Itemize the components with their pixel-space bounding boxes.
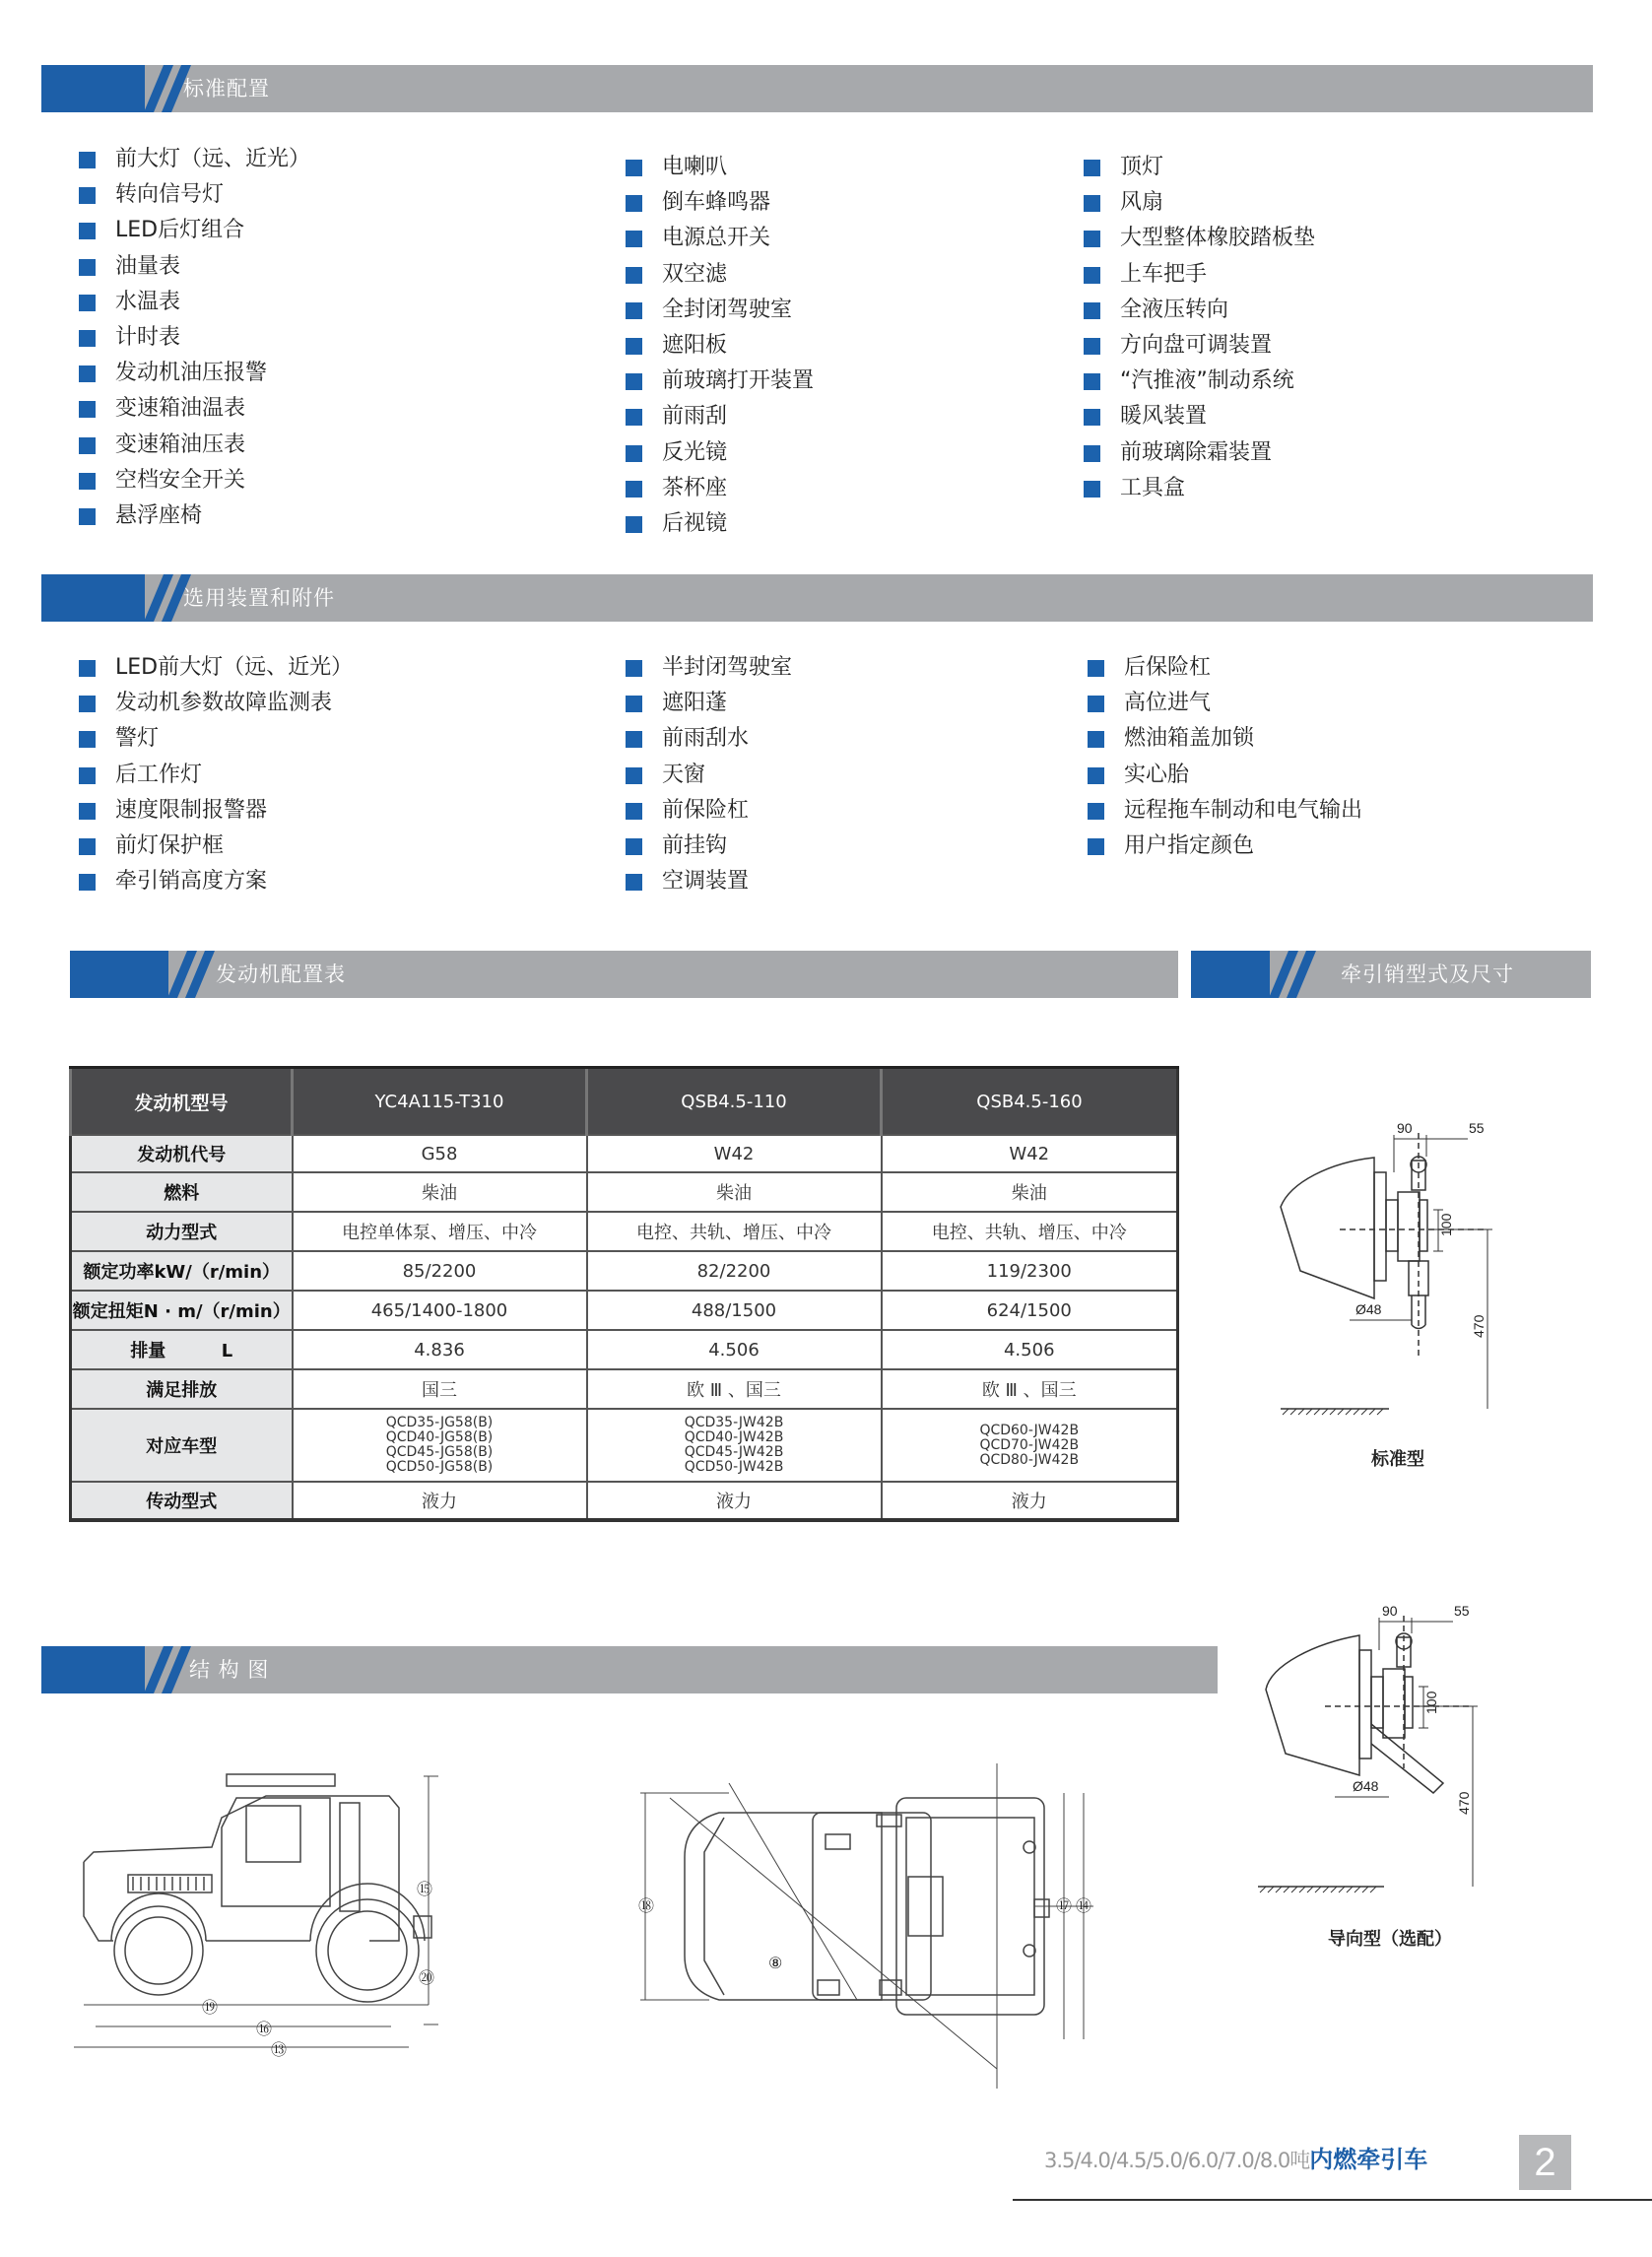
footer-product: 内燃牵引车 <box>1309 2146 1428 2173</box>
dim-label: 90 <box>1397 1120 1413 1136</box>
table-cell: 液力 <box>293 1482 587 1520</box>
pin-diagram-guided <box>1256 1596 1512 1931</box>
list-item: 空调装置 <box>626 864 792 899</box>
list-item: 后保险杠 <box>1088 650 1362 686</box>
list-item: 顶灯 <box>1084 150 1315 185</box>
optional-list-col3 <box>1088 650 1362 864</box>
list-item: 全封闭驾驶室 <box>626 293 814 328</box>
table-row <box>71 1330 1178 1369</box>
table-header: YC4A115-T310 <box>293 1068 587 1136</box>
dim-label: ⑱ <box>638 1898 655 1915</box>
section-band-standard <box>41 65 1593 112</box>
tractor-top-view <box>630 1763 1143 2089</box>
row-label: 传动型式 <box>71 1482 293 1520</box>
list-item: 变速箱油压表 <box>79 428 310 463</box>
dim-label: ⑯ <box>256 2022 273 2038</box>
list-item: 遮阳板 <box>626 328 814 364</box>
list-item: 悬浮座椅 <box>79 498 310 534</box>
footer-tonnage: 3.5/4.0/4.5/5.0/6.0/7.0/8.0吨 <box>1044 2149 1310 2172</box>
list-item: 速度限制报警器 <box>79 793 353 829</box>
list-item: 风扇 <box>1084 185 1315 221</box>
section-band-pin <box>1191 951 1591 998</box>
list-item: 前玻璃打开装置 <box>626 364 814 399</box>
list-item: 方向盘可调装置 <box>1084 328 1315 364</box>
table-row <box>71 1212 1178 1251</box>
dim-label: 90 <box>1382 1603 1398 1619</box>
list-item: 反光镜 <box>626 435 814 471</box>
dim-label: Ø48 <box>1353 1778 1379 1794</box>
table-cell: 4.836 <box>293 1330 587 1369</box>
stripe-decoration <box>1265 951 1334 998</box>
section-title-engine: 发动机配置表 <box>216 963 346 986</box>
pin-caption-guided: 导向型（选配） <box>1328 1929 1452 1950</box>
table-cell: QCD35-JG58(B) QCD40-JG58(B) QCD45-JG58(B) QCD50-JG58(B) <box>293 1409 587 1482</box>
section-title-standard: 标准配置 <box>183 77 270 100</box>
list-item: 遮阳蓬 <box>626 686 792 721</box>
dim-label: Ø48 <box>1355 1301 1382 1317</box>
table-cell: 电控、共轨、增压、中冷 <box>587 1212 882 1251</box>
list-item: 远程拖车制动和电气输出 <box>1088 793 1362 829</box>
list-item: 燃油箱盖加锁 <box>1088 721 1362 757</box>
list-item: 前雨刮 <box>626 399 814 434</box>
list-item: 电源总开关 <box>626 221 814 256</box>
table-cell: 465/1400-1800 <box>293 1291 587 1330</box>
list-item: 变速箱油温表 <box>79 391 310 427</box>
standard-list-col3 <box>1084 150 1315 506</box>
table-cell: 柴油 <box>587 1172 882 1212</box>
table-header: QSB4.5-160 <box>882 1068 1178 1136</box>
list-item: 水温表 <box>79 285 310 320</box>
dim-label: 470 <box>1456 1791 1472 1815</box>
list-item: 半封闭驾驶室 <box>626 650 792 686</box>
row-label: 排量 L <box>71 1330 293 1369</box>
list-item: 茶杯座 <box>626 471 814 506</box>
list-item: 工具盒 <box>1084 471 1315 506</box>
table-cell: 4.506 <box>882 1330 1178 1369</box>
table-cell: 82/2200 <box>587 1251 882 1291</box>
pin-caption-standard: 标准型 <box>1371 1449 1424 1470</box>
list-item: 油量表 <box>79 249 310 285</box>
list-item: 后视镜 <box>626 506 814 542</box>
footer-rule <box>1013 2199 1652 2201</box>
row-label: 燃料 <box>71 1172 293 1212</box>
optional-list-col1 <box>79 650 353 899</box>
table-cell: G58 <box>293 1135 587 1172</box>
table-row <box>71 1369 1178 1409</box>
dim-label: 100 <box>1438 1213 1454 1236</box>
optional-list-col2 <box>626 650 792 899</box>
table-cell: 柴油 <box>293 1172 587 1212</box>
table-row <box>71 1291 1178 1330</box>
table-row <box>71 1482 1178 1520</box>
dim-label: ⑲ <box>202 2000 219 2017</box>
table-cell: W42 <box>882 1135 1178 1172</box>
row-label: 发动机代号 <box>71 1135 293 1172</box>
list-item: 电喇叭 <box>626 150 814 185</box>
section-band-engine <box>70 951 1178 998</box>
page-number: 2 <box>1519 2135 1571 2190</box>
row-label: 对应车型 <box>71 1409 293 1482</box>
section-title-structure: 结 构 图 <box>189 1658 270 1682</box>
dim-label: ⑮ <box>417 1882 433 1898</box>
row-label: 动力型式 <box>71 1212 293 1251</box>
table-header-row <box>71 1068 1178 1136</box>
dim-label: ⑳ <box>419 1970 435 1987</box>
section-band-structure <box>41 1646 1218 1693</box>
table-cell: W42 <box>587 1135 882 1172</box>
list-item: 暖风装置 <box>1084 399 1315 434</box>
list-item: 前灯保护框 <box>79 829 353 864</box>
list-item: 前雨刮水 <box>626 721 792 757</box>
table-cell: 电控、共轨、增压、中冷 <box>882 1212 1178 1251</box>
list-item: 牵引销高度方案 <box>79 864 353 899</box>
table-cell: 488/1500 <box>587 1291 882 1330</box>
table-cell: 柴油 <box>882 1172 1178 1212</box>
table-cell: 119/2300 <box>882 1251 1178 1291</box>
table-cell: 624/1500 <box>882 1291 1178 1330</box>
row-label: 满足排放 <box>71 1369 293 1409</box>
list-item: 大型整体橡胶踏板垫 <box>1084 221 1315 256</box>
list-item: LED后灯组合 <box>79 213 310 248</box>
table-cell: 4.506 <box>587 1330 882 1369</box>
list-item: 高位进气 <box>1088 686 1362 721</box>
list-item: 实心胎 <box>1088 758 1362 793</box>
tractor-side-view <box>74 1768 527 2084</box>
table-row <box>71 1172 1178 1212</box>
dim-label: 55 <box>1454 1603 1470 1619</box>
section-band-optional <box>41 574 1593 622</box>
pin-diagram-standard <box>1271 1113 1527 1448</box>
dim-label: 470 <box>1471 1314 1487 1338</box>
table-row <box>71 1135 1178 1172</box>
section-title-pin: 牵引销型式及尺寸 <box>1341 963 1514 986</box>
table-cell: 液力 <box>882 1482 1178 1520</box>
standard-list-col1 <box>79 142 310 534</box>
table-cell: 液力 <box>587 1482 882 1520</box>
list-item: 倒车蜂鸣器 <box>626 185 814 221</box>
dim-label: ⑬ <box>271 2042 288 2059</box>
table-cell: 电控单体泵、增压、中冷 <box>293 1212 587 1251</box>
engine-config-table <box>69 1066 1179 1522</box>
list-item: 警灯 <box>79 721 353 757</box>
footer-title <box>1044 2140 1427 2174</box>
list-item: 后工作灯 <box>79 758 353 793</box>
standard-list-col2 <box>626 150 814 542</box>
list-item: 用户指定颜色 <box>1088 829 1362 864</box>
table-cell: QCD35-JW42B QCD40-JW42B QCD45-JW42B QCD50-JW42B <box>587 1409 882 1482</box>
table-cell: 85/2200 <box>293 1251 587 1291</box>
table-cell: 国三 <box>293 1369 587 1409</box>
dim-label: 55 <box>1469 1120 1485 1136</box>
table-row <box>71 1251 1178 1291</box>
list-item: 空档安全开关 <box>79 463 310 498</box>
dim-label: 100 <box>1423 1691 1439 1714</box>
list-item: 天窗 <box>626 758 792 793</box>
row-label: 额定扭矩N · m/（r/min） <box>71 1291 293 1330</box>
row-label: 额定功率kW/（r/min） <box>71 1251 293 1291</box>
list-item: 上车把手 <box>1084 257 1315 293</box>
list-item: 前大灯（远、近光） <box>79 142 310 177</box>
table-header: 发动机型号 <box>71 1068 293 1136</box>
table-row <box>71 1409 1178 1482</box>
section-title-optional: 选用装置和附件 <box>183 586 335 610</box>
table-cell: 欧 Ⅲ 、国三 <box>587 1369 882 1409</box>
list-item: 发动机参数故障监测表 <box>79 686 353 721</box>
dim-label: ⑭ <box>1076 1898 1092 1915</box>
list-item: 前保险杠 <box>626 793 792 829</box>
list-item: 前玻璃除霜装置 <box>1084 435 1315 471</box>
table-header: QSB4.5-110 <box>587 1068 882 1136</box>
list-item: “汽推液”制动系统 <box>1084 364 1315 399</box>
list-item: 发动机油压报警 <box>79 356 310 391</box>
list-item: 转向信号灯 <box>79 177 310 213</box>
table-cell: QCD60-JW42B QCD70-JW42B QCD80-JW42B <box>882 1409 1178 1482</box>
table-cell: 欧 Ⅲ 、国三 <box>882 1369 1178 1409</box>
list-item: LED前大灯（远、近光） <box>79 650 353 686</box>
list-item: 双空滤 <box>626 257 814 293</box>
dim-label: ⑰ <box>1056 1898 1073 1915</box>
list-item: 全液压转向 <box>1084 293 1315 328</box>
list-item: 计时表 <box>79 320 310 356</box>
dim-label: ⑧ <box>768 1956 783 1972</box>
list-item: 前挂钩 <box>626 829 792 864</box>
